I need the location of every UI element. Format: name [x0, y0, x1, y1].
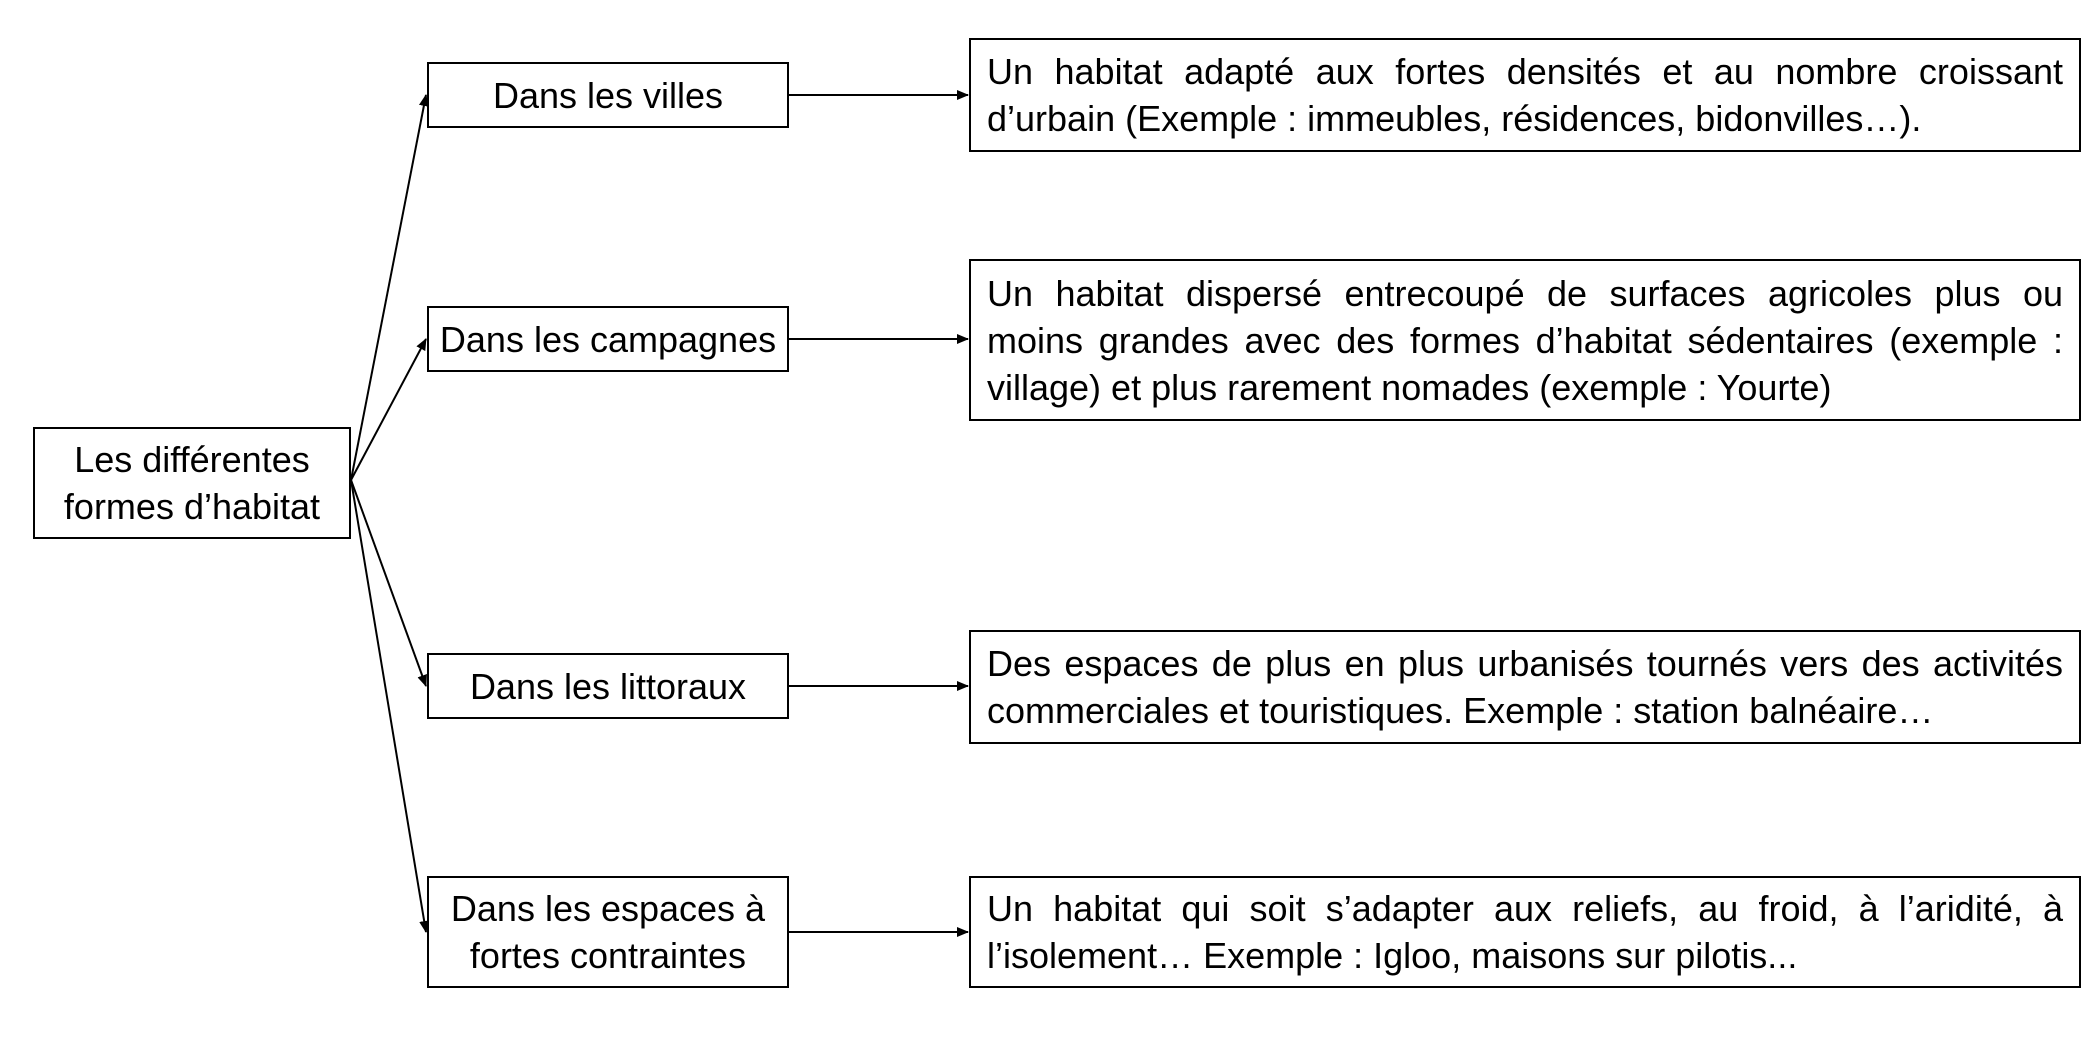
description-line: Un habitat dispersé entrecoupé de surfaces agricoles plus ou	[987, 272, 2063, 314]
root-label	[64, 436, 320, 530]
description-node-campagnes	[969, 259, 2081, 421]
description-line: moins grandes avec des formes d’habitat sédentaires (exemple :	[987, 319, 2063, 361]
category-label: Dans les villes	[492, 74, 724, 116]
category-label-line: fortes contraintes	[469, 935, 747, 976]
category-node-villes	[427, 62, 789, 128]
category-node-espaces-contraintes	[427, 876, 789, 988]
arrow-root-to-littoraux	[351, 480, 426, 686]
category-node-littoraux	[427, 653, 789, 719]
category-label-line: Dans les espaces à	[450, 888, 766, 929]
category-label: Dans les campagnes	[439, 318, 777, 360]
category-label	[451, 885, 765, 979]
description-node-espaces-contraintes	[969, 876, 2081, 988]
arrow-root-to-campagnes	[351, 339, 426, 480]
description-line: d’urbain (Exemple : immeubles, résidences, bidonvilles…).	[987, 98, 1922, 139]
arrow-root-to-villes	[351, 95, 426, 480]
arrow-root-to-espaces	[351, 480, 426, 932]
description-line: l’isolement… Exemple : Igloo, maisons sur pilotis...	[987, 935, 1798, 976]
description-node-littoraux	[969, 630, 2081, 744]
root-node	[33, 427, 351, 539]
category-label: Dans les littoraux	[469, 665, 747, 707]
category-node-campagnes	[427, 306, 789, 372]
description-line: commerciales et touristiques. Exemple : station balnéaire…	[987, 690, 1934, 731]
root-label-line: Les différentes	[74, 439, 310, 480]
root-label-line: formes d’habitat	[63, 486, 321, 527]
description-line: Un habitat qui soit s’adapter aux reliefs, au froid, à l’aridité, à	[987, 888, 2063, 929]
description-line: village) et plus rarement nomades (exemple : Yourte)	[987, 366, 1832, 408]
description-line: Un habitat adapté aux fortes densités et au nombre croissant	[987, 51, 2063, 92]
description-line: Des espaces de plus en plus urbanisés tournés vers des activités	[987, 643, 2063, 684]
description-node-villes	[969, 38, 2081, 152]
